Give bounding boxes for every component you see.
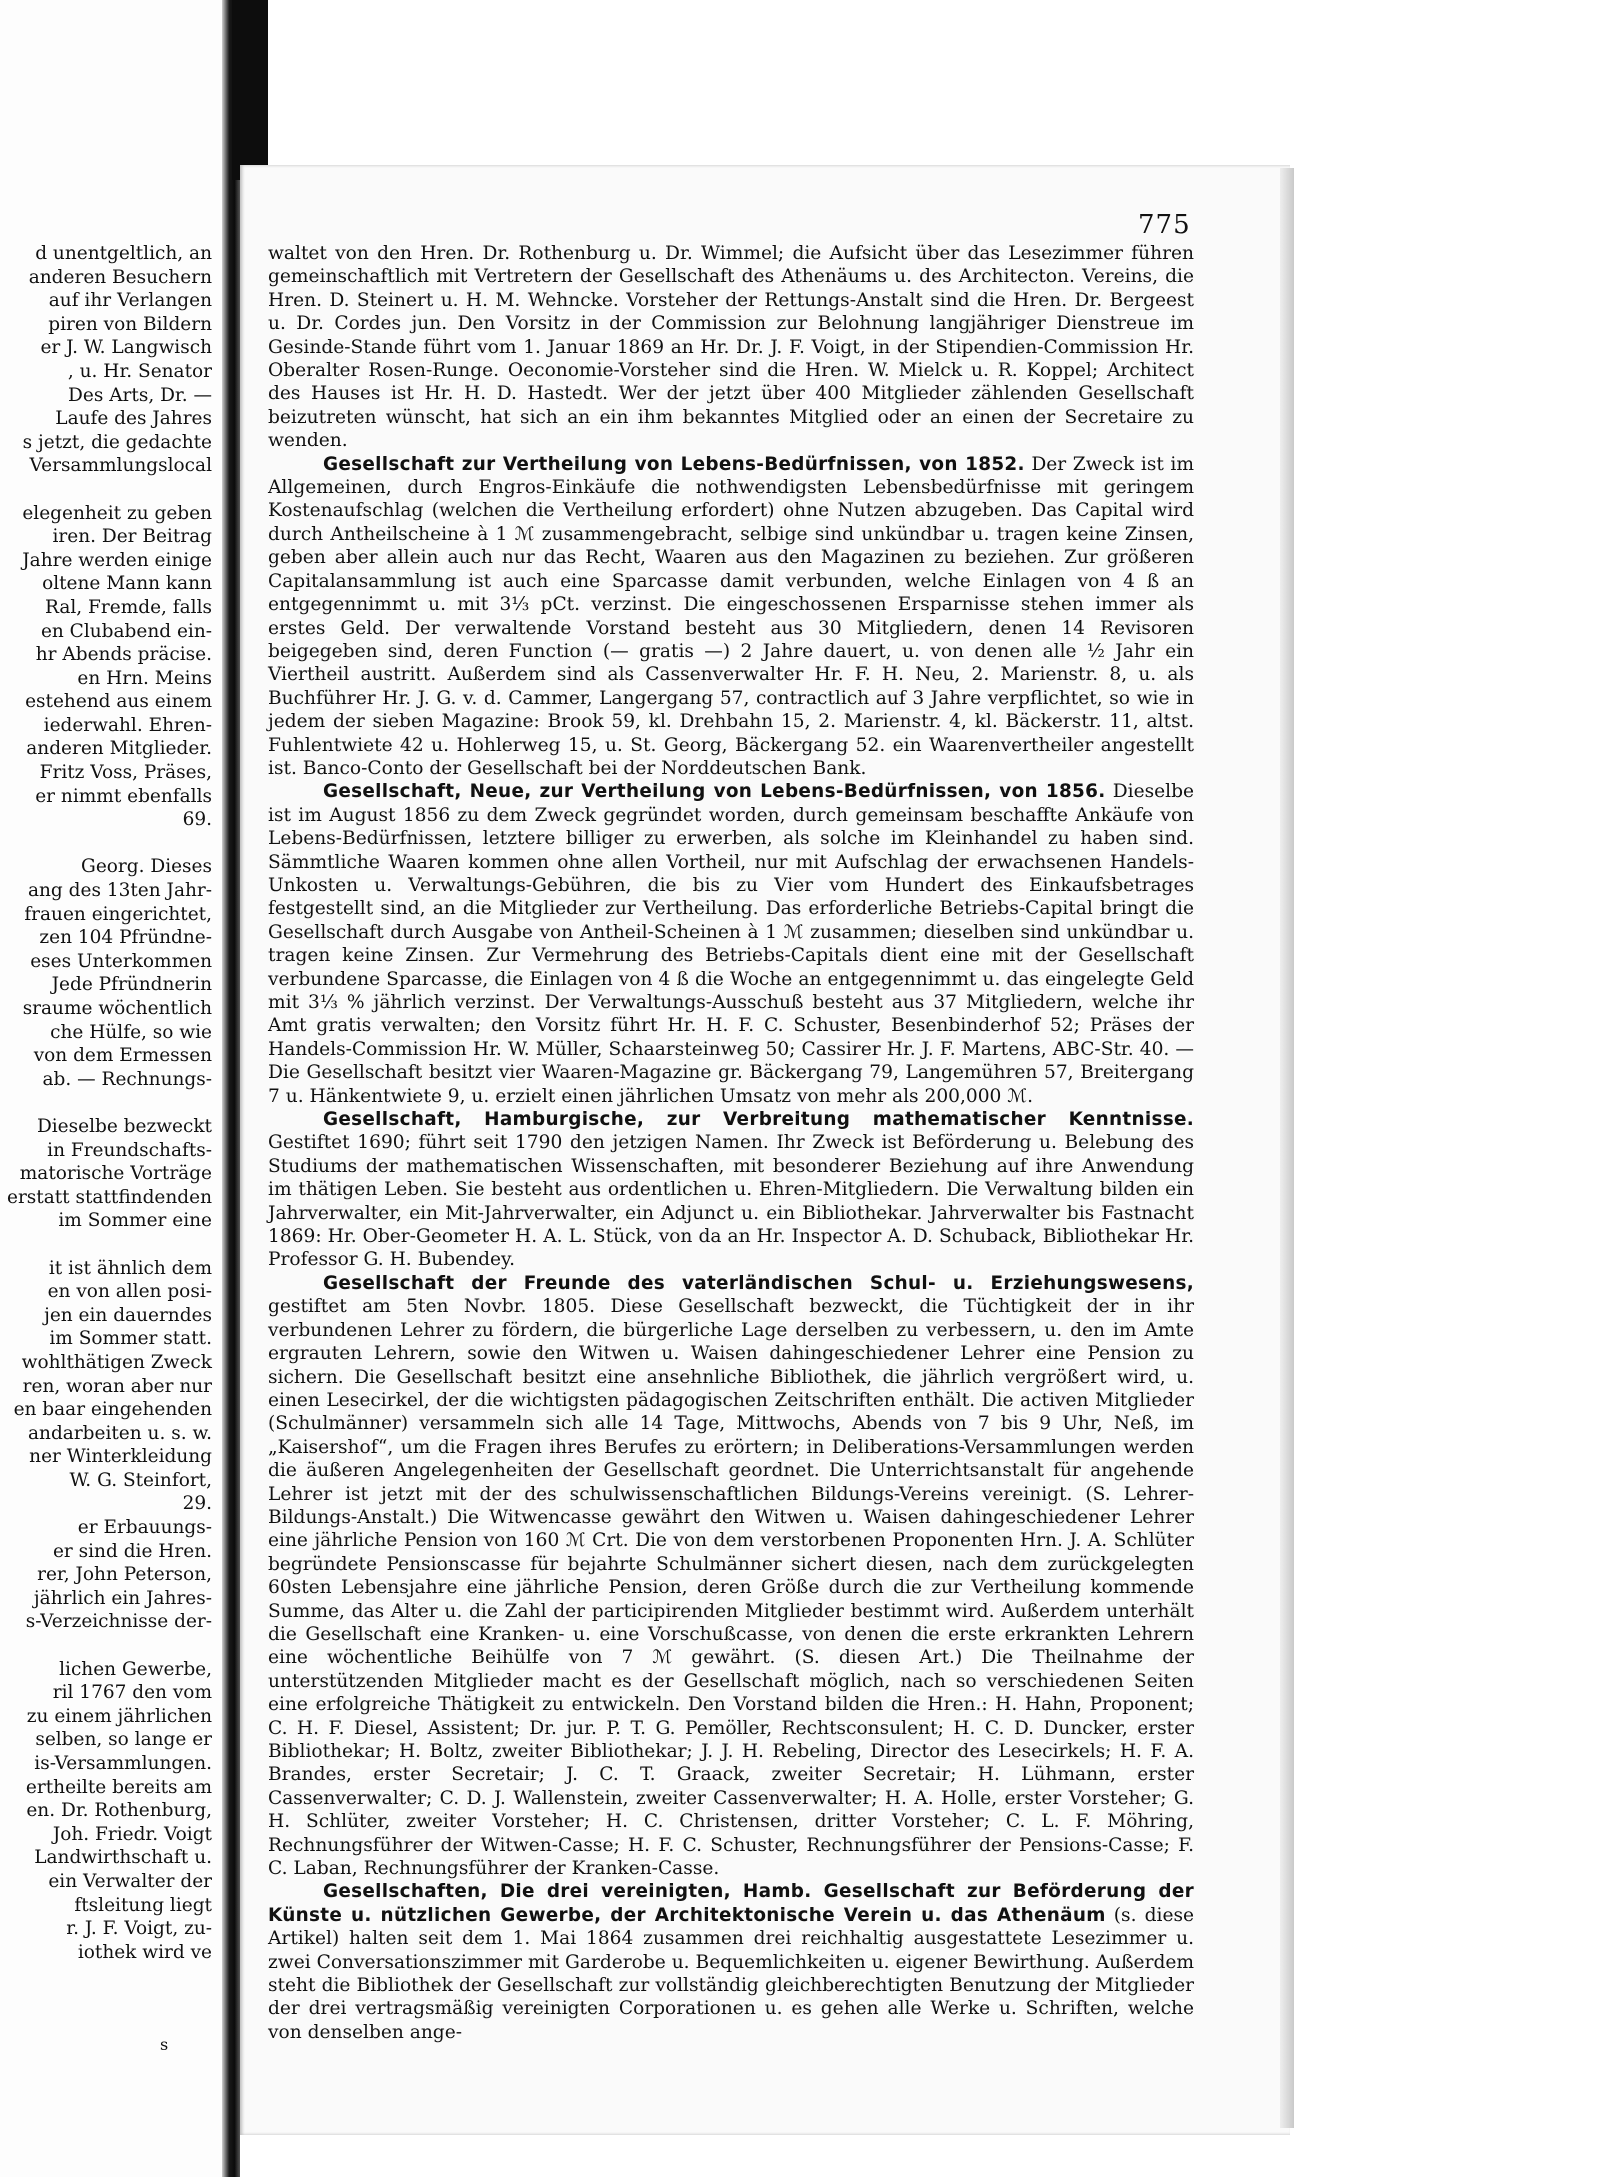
left-text-line: Jahre werden einige — [22, 549, 212, 571]
left-text-line: s jetzt, die gedachte — [22, 431, 212, 453]
entry — [268, 780, 1194, 1108]
page-number: 775 — [1138, 210, 1191, 240]
left-text-line — [0, 478, 212, 502]
left-text-line: r. J. F. Voigt, zu- — [66, 1918, 212, 1940]
left-text-line: ril 1767 den vom — [52, 1682, 212, 1704]
left-text-line: lichen Gewerbe, — [59, 1658, 212, 1680]
left-text-line: eses Unterkommen — [30, 950, 212, 972]
left-text-line: Ral, Fremde, falls — [45, 596, 212, 618]
left-text-line: is-Versammlungen. — [34, 1753, 212, 1774]
entry-text: Gestiftet 1690; führt seit 1790 den jetzigen Namen. Ihr Zweck ist Beförderung u. Belebung des Studiums der mathematischen Wissenschaften, mit besonderer Beziehung auf ihre Anwendung im thätigen Leben. Sie besteht aus ordentlichen u. Ehren-Mitgliedern. Die Verwaltung bilden ein Jahrverwalter, ein Mit-Jahrverwalter, ein Adjunct u. ein Bibliothekar. Jahrverwalter bis Fastnacht 1869: Hr. Ober-Geometer H. A. L. Stück, von da an Hr. Inspector A. D. Schuback, Bibliothekar Hr. Professor G. H. Bubendey. — [268, 1132, 1194, 1271]
left-text-line: W. G. Steinfort, — [69, 1469, 212, 1491]
entry-text: Der Zweck ist im Allgemeinen, durch Engros-Einkäufe die nothwendigsten Lebensbedürfnisse mit geringem Kostenaufschlag (welchen die Vertheilung erfordert) ohne Nutzen abzugeben. Das Capital wird durch Antheilscheine à 1 ℳ zusammengebracht, selbige sind unkündbar u. tragen keine Zinsen, geben aber allein auch nur das Recht, Waaren aus den Magazinen zu beziehen. Zur größeren Capitalansammlung ist auch eine Sparcasse damit verbunden, welche Einlagen von 4 ß an entgegennimmt u. mit 3⅓ pCt. verzinst. Die eingeschossenen Ersparnisse stehen immer als erstes Geld. Der verwaltende Vorstand besteht aus 30 Mitgliedern, denen 14 Revisoren beigegeben sind, deren Function (— gratis —) 2 Jahre dauert, u. von denen alle ½ Jahr ein Viertheil austritt. Außerdem sind als Cassenverwalter Hr. F. H. Neu, 2. Marienstr. 8, u. als Buchführer Hr. J. G. v. d. Cammer, Langergang 57, contractlich auf 3 Jahre verpflichtet, so wie in jedem der sieben Magazine: Brook 59, kl. Drehbahn 15, 2. Marienstr. 4, kl. Bäckerstr. 11, altst. Fuhlentwiete 42 u. Hohlerweg 15, u. St. Georg, Bäckergang 52. ein Waarenvertheiler angestellt ist. Banco-Conto der Gesellschaft bei der Norddeutschen Bank. — [268, 453, 1194, 779]
left-text-line: iederwahl. Ehren- — [43, 714, 212, 736]
left-text-line: anderen Besuchern — [28, 266, 212, 288]
left-text-line: sraume wöchentlich — [22, 998, 212, 1019]
left-text-line — [0, 832, 212, 856]
left-text-line: Dieselbe bezweckt — [36, 1115, 212, 1137]
left-page-text-column — [0, 242, 212, 1964]
left-text-line: er Erbauungs- — [77, 1517, 212, 1539]
entry-title: Gesellschaft zur Vertheilung von Lebens-Bedürfnissen, von 1852. — [323, 453, 1025, 475]
entry-title: Gesellschaften, Die drei vereinigten, Hamb. Gesellschaft zur Beförderung der Künste u. nützlichen Gewerbe, der Architektonische Verein u. das Athenäum — [268, 1881, 1194, 1926]
left-text-line: ab. — Rechnungs- — [42, 1068, 212, 1090]
entry-title: Gesellschaft, Neue, zur Vertheilung von Lebens-Bedürfnissen, von 1856. — [323, 781, 1106, 803]
left-text-line: ftsleitung liegt — [74, 1894, 212, 1916]
left-text-line: anderen Mitglieder. — [26, 738, 212, 760]
entry — [268, 453, 1194, 781]
left-text-line: Fritz Voss, Präses, — [39, 762, 212, 784]
left-text-line: elegenheit zu geben — [22, 502, 212, 524]
left-text-line: Landwirthschaft u. — [34, 1847, 212, 1869]
left-text-line: in Freundschafts- — [47, 1139, 212, 1161]
entry-continuation — [268, 242, 1194, 453]
left-text-line: d unentgeltlich, an — [35, 243, 212, 264]
left-text-line: s-Verzeichnisse der- — [25, 1611, 212, 1633]
left-text-line: ner Winterkleidung — [29, 1446, 212, 1468]
left-text-line: matorische Vorträge — [19, 1163, 212, 1185]
left-text-line — [0, 1233, 212, 1257]
left-text-line: er nimmt ebenfalls — [35, 785, 212, 807]
entry-title: Gesellschaft der Freunde des vaterländischen Schul- u. Erziehungswesens, — [323, 1272, 1194, 1294]
entry-text: gestiftet am 5ten Novbr. 1805. Diese Gesellschaft bezweckt, die Tüchtigkeit der in ihr verbundenen Lehrer zu fördern, die bürgerliche Lage derselben zu verbessern, u. den im Amte ergrauten Lehrern, sowie den Witwen u. Waisen dahingeschiedener Lehrer eine Pension zu sichern. Die Gesellschaft besitzt eine ansehnliche Bibliothek, die jährlich vergrößert wird, u. einen Lesecirkel, der die wichtigsten pädagogischen Zeitschriften enthält. Die activen Mitglieder (Schulmänner) versammeln sich alle 14 Tage, Mittwochs, Abends von 7 bis 9 Uhr, Neß, im „Kaisershof“, um die Fragen ihres Berufes zu erörtern; in Deliberations-Versammlungen werden die äußeren Angelegenheiten der Gesellschaft geordnet. Die Unterrichtsanstalt für angehende Lehrer ist jetzt mit der des schulwissenschaftlichen Bildungs-Vereins vereinigt. (S. Lehrer-Bildungs-Anstalt.) Die Witwencasse gewährt den Witwen u. Waisen dahingeschiedener Lehrer eine jährliche Pension von 160 ℳ Crt. Die von dem verstorbenen Proponenten Hrn. J. A. Schlüter begründete Pensionscasse für bejahrte Schulmänner sichert diesen, nach dem zurückgelegten 60sten Lebensjahre eine jährliche Pension, deren Größe durch die zur Vertheilung kommende Summe, das Alter u. die Zahl der participirenden Mitglieder bestimmt wird. Außerdem unterhält die Gesellschaft eine Kranken- u. eine Vorschußcasse, von denen die erste erkrankten Lehrern eine wöchentliche Beihülfe von 7 ℳ gewährt. (S. diesen Art.) Die Theilnahme der unterstützenden Mitglieder macht es der Gesellschaft möglich, nach so verschiedenen Seiten eine erfolgreiche Thätigkeit zu entwickeln. Den Vorstand bilden die Hren.: H. Hahn, Proponent; C. H. F. Diesel, Assistent; Dr. jur. P. T. G. Pemöller, Rechtsconsulent; H. C. D. Duncker, erster Bibliothekar; H. Boltz, zweiter Bibliothekar; J. J. H. Rebeling, Director des Lesecirkels; H. F. A. Brandes, erster Secretair; J. C. T. Graack, zweiter Secretair; H. Lühmann, erster Cassenverwalter; C. D. J. Wallenstein, zweiter Cassenverwalter; H. A. Holle, erster Vorsteher; G. H. Schlüter, zweiter Vorsteher; H. C. Christensen, dritter Vorsteher; C. L. F. Möhring, Rechnungsführer der Witwen-Casse; H. F. C. Schuster, Rechnungsführer der Pensions-Casse; F. C. Laban, Rechnungsführer der Kranken-Casse. — [268, 1296, 1194, 1880]
entry — [268, 1272, 1194, 1881]
entry-text: waltet von den Hren. Dr. Rothenburg u. Dr. Wimmel; die Aufsicht über das Lesezimmer führen gemeinschaftlich mit Vertretern der Gesellschaft des Athenäums u. des Architecton. Vereins, die Hren. D. Steinert u. H. M. Wehncke. Vorsteher der Rettungs-Anstalt sind die Hren. Dr. Bergeest u. Dr. Cordes jun. Den Vorsitz in der Commission zur Belohnung langjähriger Dienstreue im Gesinde-Stande führt vom 1. Januar 1869 an Hr. Dr. J. F. Voigt, in der Stipendien-Commission Hr. Oberalter Rosen-Runge. Oeconomie-Vorsteher sind die Hren. W. Mielck u. R. Koppel; Architect des Hauses ist Hr. H. D. Hastedt. Wer der jetzt über 400 Mitglieder zählenden Gesellschaft beizutreten wünscht, hat sich an ein ihm bekanntes Mitglied oder an einen der Secretaire zu wenden. — [268, 243, 1194, 452]
left-text-line: er J. W. Langwisch — [40, 337, 212, 359]
entry — [268, 1108, 1194, 1272]
left-text-line: frauen eingerichtet, — [24, 903, 212, 925]
left-text-line: er sind die Hren. — [52, 1540, 212, 1562]
entry-text: Dieselbe ist im August 1856 zu dem Zweck gegründet worden, durch gemeinsam beschaffte Ankäufe von Lebens-Bedürfnissen, letztere billiger zu erwerben, als solche im Kleinhandel zu haben sind. Sämmtliche Waaren kommen ohne allen Vortheil, nur mit Aufschlag der erwachsenen Handels-Unkosten u. Verwaltungs-Gebühren, die bis zu Vier vom Hundert des Einkaufsbetrages festgestellt sind, an die Mitglieder zur Vertheilung. Das erforderliche Betriebs-Capital bringt die Gesellschaft durch Ausgabe von Antheil-Scheinen à 1 ℳ zusammen; dieselben sind unkündbar u. tragen keine Zinsen. Zur Vermehrung des Betriebs-Capitals dient eine mit der Gesellschaft verbundene Sparcasse, die Einlagen von 4 ß die Woche an entgegennimmt u. das eingelegte Geld mit 3⅓ % jährlich verzinst. Der Verwaltungs-Ausschuß besteht aus 37 Mitgliedern, welche ihr Amt gratis verwalten; den Vorsitz führt Hr. H. F. C. Schuster, Besenbinderhof 52; Präses der Handels-Commission Hr. W. Müller, Schaarsteinweg 50; Cassirer Hr. J. F. Martens, ABC-Str. 40. — Die Gesellschaft besitzt vier Waaren-Magazine gr. Bäckergang 79, Langemühren 57, Breitergang 7 u. Hänkentwiete 9, u. erzielt einen jährlichen Umsatz von mehr als 200,000 ℳ. — [268, 781, 1194, 1107]
left-text-line: it ist ähnlich dem — [48, 1257, 212, 1279]
left-text-line: zen 104 Pfründne- — [39, 927, 212, 949]
left-text-line: im Sommer eine — [58, 1210, 212, 1232]
left-text-line: 29. — [182, 1493, 212, 1515]
left-text-line: en von allen posi- — [47, 1281, 212, 1303]
left-text-line: wohlthätigen Zweck — [21, 1351, 212, 1373]
left-text-line — [0, 1091, 212, 1115]
main-text-column — [268, 242, 1194, 2044]
left-text-line: Des Arts, Dr. — — [68, 384, 212, 406]
left-text-line: piren von Bildern — [48, 313, 212, 335]
left-text-line: oltene Mann kann — [42, 573, 212, 595]
left-text-line: selben, so lange er — [35, 1729, 212, 1751]
book-gutter — [222, 0, 240, 2177]
page-edge — [1280, 168, 1294, 2128]
left-text-line: zu einem jährlichen — [26, 1705, 212, 1727]
left-text-line: rer, John Peterson, — [37, 1564, 212, 1586]
left-text-line: en Hrn. Meins — [77, 667, 212, 689]
left-text-line: hr Abends präcise. — [35, 644, 212, 666]
left-text-line: che Hülfe, so wie — [50, 1021, 212, 1043]
left-text-line: andarbeiten u. s. w. — [28, 1422, 212, 1444]
left-text-line: Jede Pfründnerin — [51, 974, 212, 996]
left-text-line — [0, 1634, 212, 1658]
entry-text: (s. diese Artikel) halten seit dem 1. Mai 1864 zusammen drei reichhaltig ausgestattete Lesezimmer u. zwei Conversationszimmer mit Garderobe u. Bequemlichkeiten u. eigener Bewirthung. Außerdem steht die Bibliothek der Gesellschaft zur vollständig gleichberechtigten Benutzung der Mitglieder der drei vertragsmäßig vereinigten Corporationen u. es gehen alle Werke u. Schriften, welche von denselben ange- — [268, 1904, 1194, 2043]
book-gutter-shadow — [232, 0, 268, 180]
left-text-line: auf ihr Verlangen — [48, 290, 212, 312]
left-text-line: ren, woran aber nur — [22, 1375, 212, 1397]
left-text-line: ertheilte bereits am — [25, 1776, 212, 1798]
left-text-line: jen ein dauerndes — [44, 1304, 212, 1326]
left-text-line: estehend aus einem — [25, 691, 212, 713]
left-text-line: en baar eingehenden — [13, 1399, 212, 1421]
entry — [268, 1880, 1194, 2044]
left-text-line: ang des 13ten Jahr- — [27, 880, 212, 902]
left-text-line: , u. Hr. Senator — [67, 360, 212, 382]
left-text-line: 69. — [182, 809, 212, 831]
left-text-line: im Sommer statt. — [49, 1328, 212, 1350]
left-page-fragment — [0, 0, 222, 2177]
left-text-line: von dem Ermessen — [33, 1045, 212, 1067]
left-text-line: Laufe des Jahres — [55, 408, 212, 430]
left-text-line: jährlich ein Jahres- — [33, 1587, 212, 1609]
footer-mark: s — [160, 2035, 169, 2054]
left-text-line: erstatt stattfindenden — [7, 1186, 212, 1208]
left-text-line: iothek wird ve — [77, 1941, 212, 1963]
left-text-line: iren. Der Beitrag — [52, 526, 212, 548]
left-text-line: en. Dr. Rothenburg, — [26, 1800, 212, 1822]
left-text-line: Joh. Friedr. Voigt — [52, 1823, 212, 1845]
entry-title: Gesellschaft, Hamburgische, zur Verbreitung mathematischer Kenntnisse. — [323, 1109, 1194, 1131]
left-text-line: en Clubabend ein- — [40, 620, 212, 642]
left-text-line: Versammlungslocal — [29, 455, 212, 477]
left-text-line: ein Verwalter der — [48, 1870, 212, 1892]
left-text-line: Georg. Dieses — [81, 856, 212, 878]
